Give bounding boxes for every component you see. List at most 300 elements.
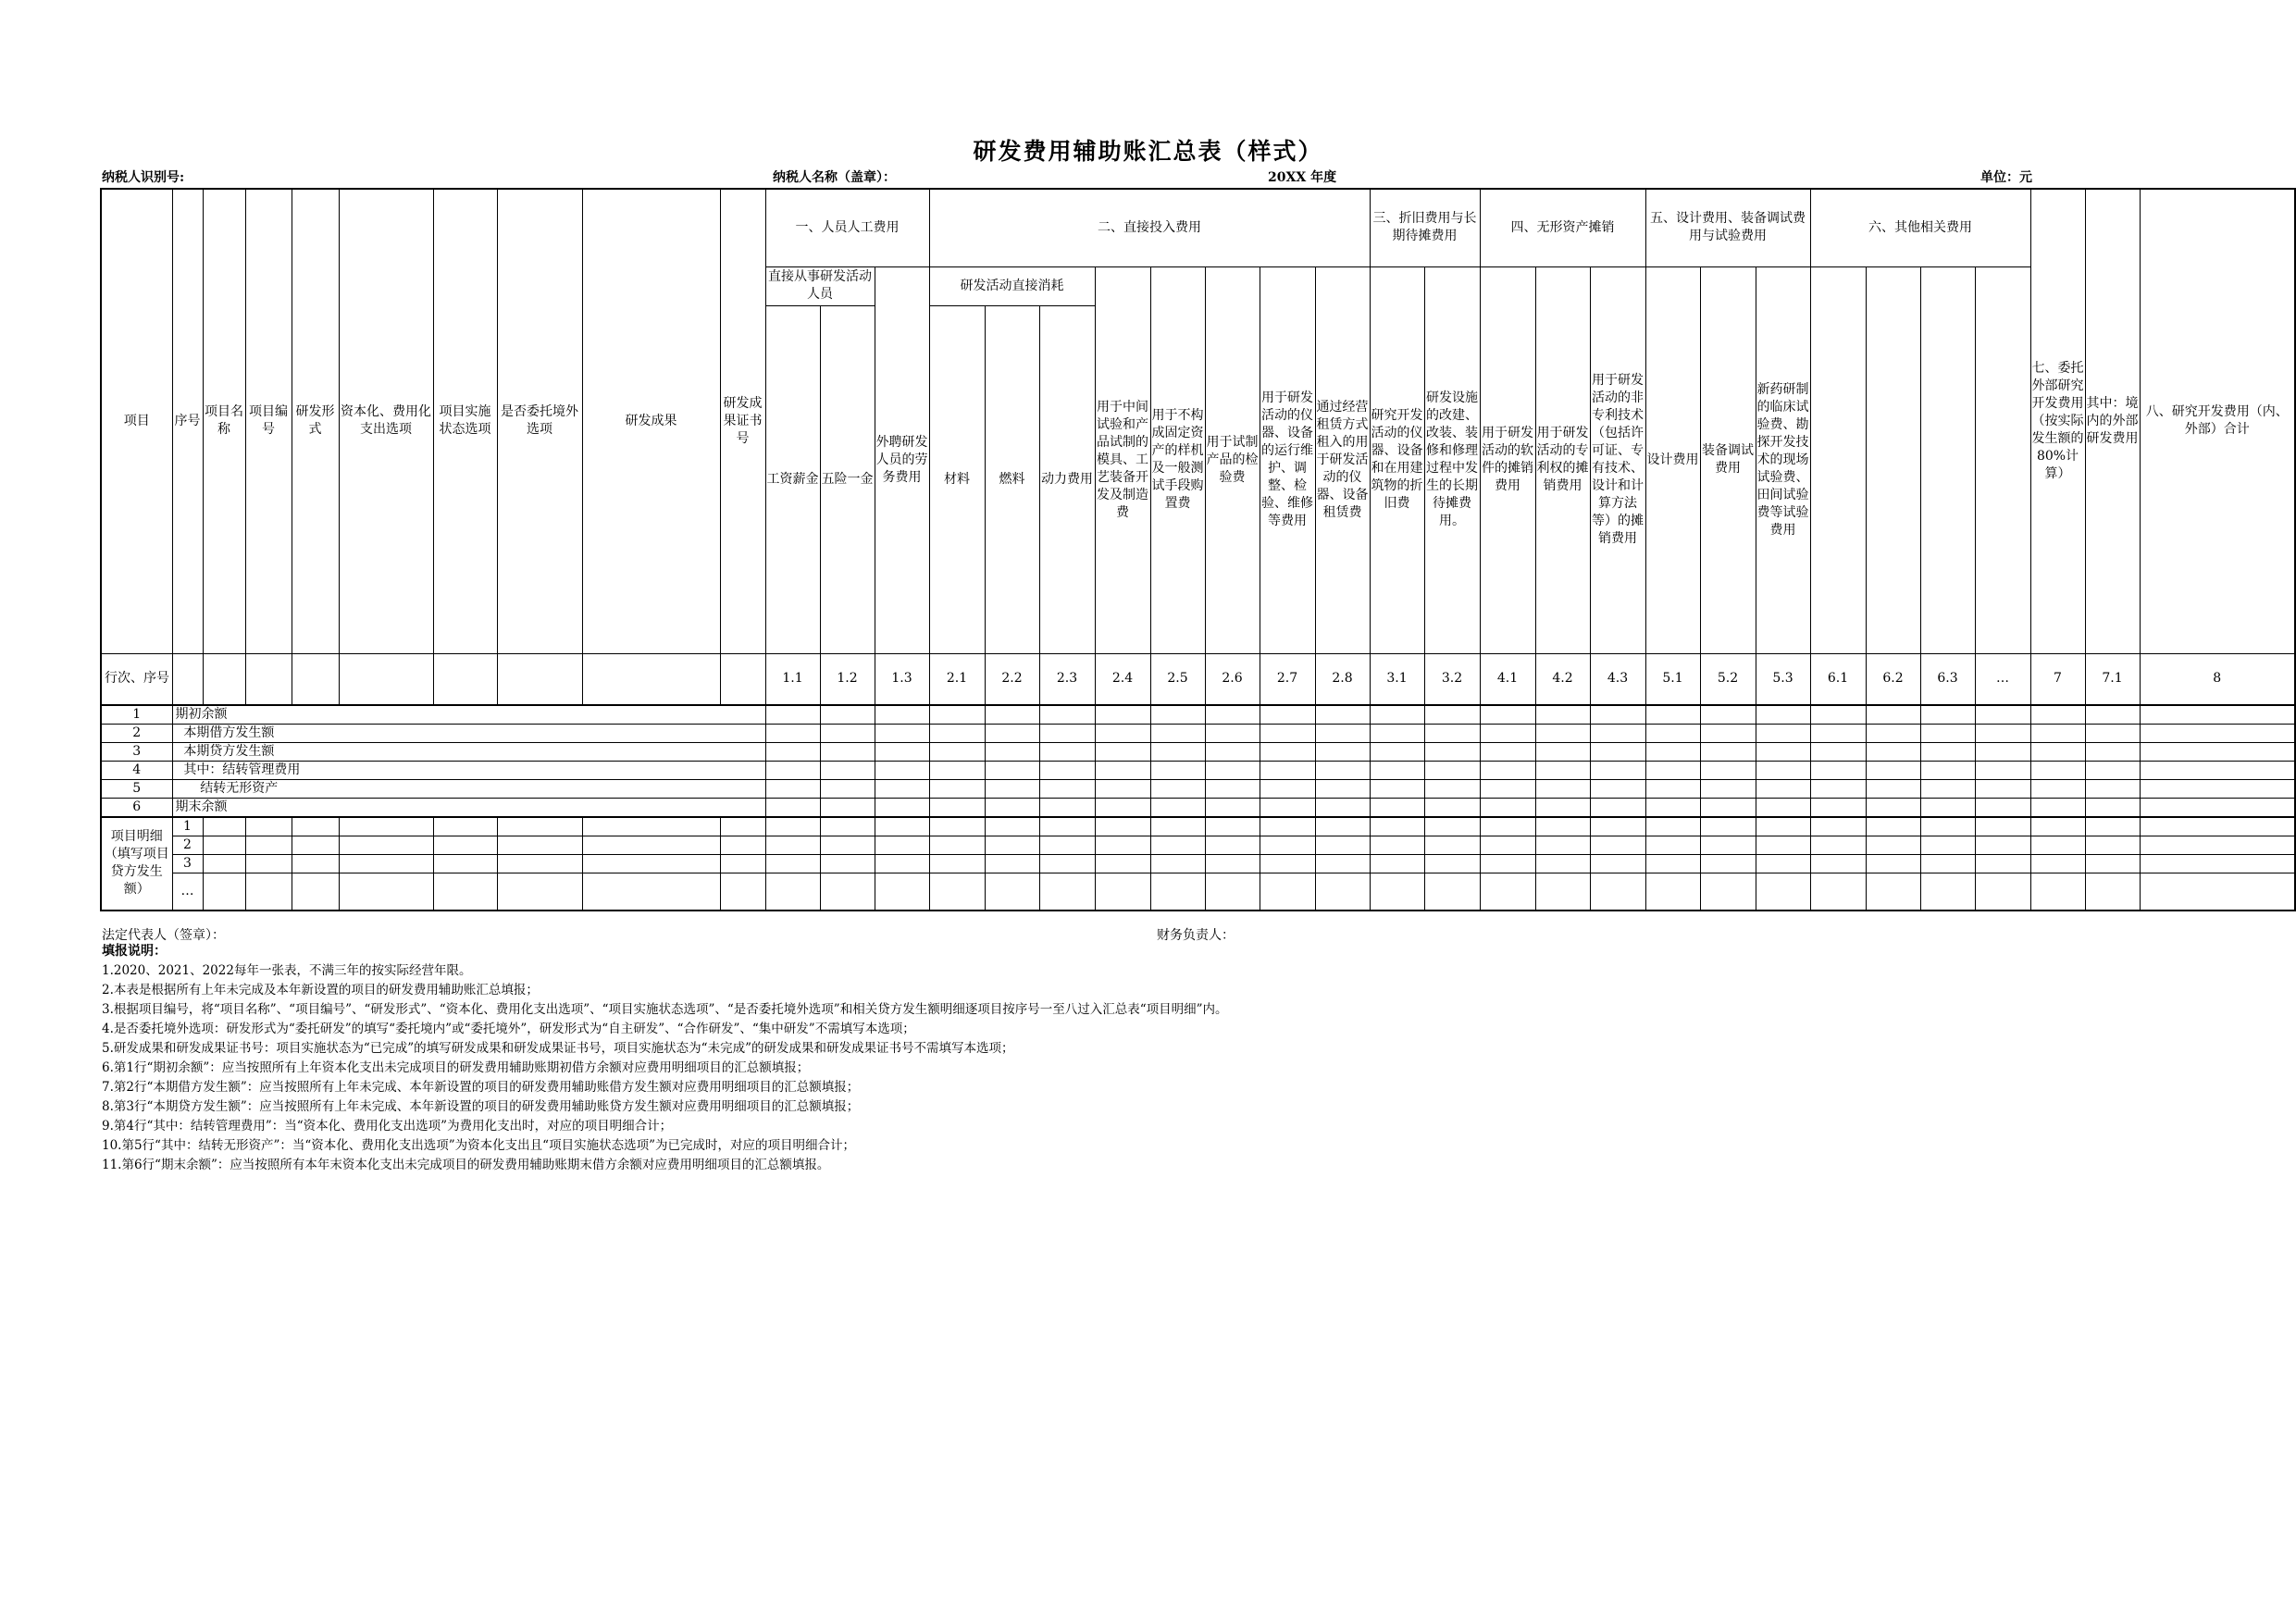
- amount-cell[interactable]: [1150, 817, 1205, 836]
- amount-cell[interactable]: [765, 873, 820, 911]
- amount-cell[interactable]: [1095, 743, 1150, 762]
- amount-cell[interactable]: [929, 817, 985, 836]
- amount-cell[interactable]: [1975, 855, 2030, 873]
- amount-cell[interactable]: [1150, 762, 1205, 780]
- amount-cell[interactable]: [1920, 705, 1975, 725]
- amount-cell[interactable]: [1700, 873, 1756, 911]
- amount-cell[interactable]: [1039, 836, 1095, 855]
- header-col-5-1: [1645, 266, 1700, 653]
- amount-cell[interactable]: [1260, 817, 1315, 836]
- amount-cell[interactable]: [1370, 780, 1424, 799]
- amount-cell[interactable]: [1756, 873, 1810, 911]
- amount-cell[interactable]: [1039, 762, 1095, 780]
- amount-cell[interactable]: [2140, 836, 2295, 855]
- amount-cell[interactable]: [929, 836, 985, 855]
- amount-cell[interactable]: [1535, 743, 1590, 762]
- amount-cell[interactable]: [1590, 873, 1645, 911]
- amount-cell[interactable]: [2085, 873, 2140, 911]
- amount-cell[interactable]: [1810, 780, 1866, 799]
- amount-cell[interactable]: [1866, 705, 1920, 725]
- amount-cell[interactable]: [1039, 780, 1095, 799]
- amount-cell[interactable]: [1535, 762, 1590, 780]
- amount-cell[interactable]: [2085, 762, 2140, 780]
- amount-cell[interactable]: [1480, 762, 1535, 780]
- amount-cell[interactable]: [1975, 743, 2030, 762]
- amount-cell[interactable]: [2030, 855, 2085, 873]
- amount-cell[interactable]: [1095, 817, 1150, 836]
- amount-cell[interactable]: [1260, 725, 1315, 743]
- amount-cell[interactable]: [1645, 817, 1700, 836]
- amount-cell[interactable]: [2030, 817, 2085, 836]
- amount-cell[interactable]: [1480, 873, 1535, 911]
- amount-cell[interactable]: [1150, 799, 1205, 818]
- amount-cell[interactable]: [875, 762, 929, 780]
- detail-info-cell[interactable]: [292, 855, 339, 873]
- amount-cell[interactable]: [2140, 873, 2295, 911]
- amount-cell[interactable]: [1920, 743, 1975, 762]
- amount-cell[interactable]: [1756, 725, 1810, 743]
- amount-cell[interactable]: [1700, 817, 1756, 836]
- amount-cell[interactable]: [2140, 743, 2295, 762]
- amount-cell[interactable]: [2140, 762, 2295, 780]
- amount-cell[interactable]: [1260, 873, 1315, 911]
- amount-cell[interactable]: [2030, 836, 2085, 855]
- amount-cell[interactable]: [2085, 705, 2140, 725]
- amount-cell[interactable]: [1756, 836, 1810, 855]
- amount-cell[interactable]: [1205, 780, 1260, 799]
- detail-info-cell[interactable]: [582, 817, 720, 836]
- detail-info-cell[interactable]: [433, 855, 497, 873]
- amount-cell[interactable]: [820, 836, 875, 855]
- detail-info-cell[interactable]: [339, 873, 433, 911]
- amount-cell[interactable]: [765, 817, 820, 836]
- code-blank-cell: [203, 653, 245, 705]
- amount-cell[interactable]: [1590, 743, 1645, 762]
- amount-cell[interactable]: [820, 780, 875, 799]
- amount-cell[interactable]: [1645, 705, 1700, 725]
- amount-cell[interactable]: [1700, 705, 1756, 725]
- amount-cell[interactable]: [1975, 817, 2030, 836]
- amount-cell[interactable]: [1700, 799, 1756, 818]
- amount-cell[interactable]: [820, 817, 875, 836]
- detail-info-cell[interactable]: [720, 836, 765, 855]
- amount-cell[interactable]: [1150, 780, 1205, 799]
- amount-cell[interactable]: [1645, 725, 1700, 743]
- amount-cell[interactable]: [1756, 705, 1810, 725]
- amount-cell[interactable]: [2085, 817, 2140, 836]
- amount-cell[interactable]: [1590, 725, 1645, 743]
- amount-cell[interactable]: [875, 817, 929, 836]
- amount-cell[interactable]: [1424, 705, 1480, 725]
- amount-cell[interactable]: [1756, 817, 1810, 836]
- amount-cell[interactable]: [1039, 743, 1095, 762]
- amount-cell[interactable]: [1260, 799, 1315, 818]
- detail-info-cell[interactable]: [497, 855, 582, 873]
- amount-cell[interactable]: [1866, 780, 1920, 799]
- amount-cell[interactable]: [1480, 725, 1535, 743]
- amount-cell[interactable]: [1480, 855, 1535, 873]
- amount-cell[interactable]: [1810, 705, 1866, 725]
- amount-cell[interactable]: [1315, 873, 1370, 911]
- amount-cell[interactable]: [1095, 855, 1150, 873]
- amount-cell[interactable]: [1590, 780, 1645, 799]
- amount-cell[interactable]: [765, 855, 820, 873]
- amount-cell[interactable]: [1975, 836, 2030, 855]
- summary-row: [101, 743, 2295, 762]
- amount-cell[interactable]: [820, 743, 875, 762]
- amount-cell[interactable]: [1975, 725, 2030, 743]
- amount-cell[interactable]: [1205, 705, 1260, 725]
- amount-cell[interactable]: [2085, 743, 2140, 762]
- amount-cell[interactable]: [1810, 743, 1866, 762]
- amount-cell[interactable]: [1810, 836, 1866, 855]
- amount-cell[interactable]: [929, 743, 985, 762]
- amount-cell[interactable]: [1480, 836, 1535, 855]
- amount-cell[interactable]: [1645, 855, 1700, 873]
- amount-cell[interactable]: [765, 725, 820, 743]
- amount-cell[interactable]: [1260, 855, 1315, 873]
- amount-cell[interactable]: [1535, 873, 1590, 911]
- amount-cell[interactable]: [2140, 725, 2295, 743]
- amount-cell[interactable]: [929, 780, 985, 799]
- amount-cell[interactable]: [1535, 836, 1590, 855]
- amount-cell[interactable]: [1866, 873, 1920, 911]
- amount-cell[interactable]: [1866, 855, 1920, 873]
- amount-cell[interactable]: [2030, 743, 2085, 762]
- column-code-text: 5.2: [1717, 671, 1739, 687]
- amount-cell[interactable]: [1315, 855, 1370, 873]
- amount-cell[interactable]: [1920, 836, 1975, 855]
- detail-info-cell[interactable]: [582, 836, 720, 855]
- amount-cell[interactable]: [929, 705, 985, 725]
- amount-cell[interactable]: [820, 873, 875, 911]
- amount-cell[interactable]: [1920, 780, 1975, 799]
- amount-cell[interactable]: [1315, 725, 1370, 743]
- row-number-text: 4: [132, 762, 142, 777]
- amount-cell[interactable]: [1645, 836, 1700, 855]
- detail-info-cell[interactable]: [203, 817, 245, 836]
- amount-cell[interactable]: [1039, 873, 1095, 911]
- amount-cell[interactable]: [1260, 836, 1315, 855]
- amount-cell[interactable]: [1920, 762, 1975, 780]
- amount-cell[interactable]: [1424, 817, 1480, 836]
- amount-cell[interactable]: [1424, 762, 1480, 780]
- amount-cell[interactable]: [1866, 836, 1920, 855]
- amount-cell[interactable]: [1645, 799, 1700, 818]
- amount-cell[interactable]: [985, 725, 1039, 743]
- amount-cell[interactable]: [1370, 855, 1424, 873]
- detail-info-cell[interactable]: [292, 873, 339, 911]
- amount-cell[interactable]: [1315, 780, 1370, 799]
- amount-cell[interactable]: [1370, 873, 1424, 911]
- amount-cell[interactable]: [765, 799, 820, 818]
- amount-cell[interactable]: [1315, 705, 1370, 725]
- detail-info-cell[interactable]: [582, 855, 720, 873]
- detail-info-cell[interactable]: [203, 836, 245, 855]
- amount-cell[interactable]: [1756, 762, 1810, 780]
- amount-cell[interactable]: [929, 725, 985, 743]
- amount-cell[interactable]: [1205, 817, 1260, 836]
- detail-info-cell[interactable]: [245, 836, 292, 855]
- amount-cell[interactable]: [2030, 799, 2085, 818]
- amount-cell[interactable]: [1370, 725, 1424, 743]
- column-code: [1810, 653, 1866, 705]
- amount-cell[interactable]: [985, 799, 1039, 818]
- amount-cell[interactable]: [985, 743, 1039, 762]
- amount-cell[interactable]: [1590, 799, 1645, 818]
- amount-cell[interactable]: [985, 855, 1039, 873]
- amount-cell[interactable]: [875, 799, 929, 818]
- amount-cell[interactable]: [1866, 743, 1920, 762]
- detail-info-cell[interactable]: [203, 873, 245, 911]
- amount-cell[interactable]: [1424, 873, 1480, 911]
- amount-cell[interactable]: [2030, 780, 2085, 799]
- amount-cell[interactable]: [1315, 743, 1370, 762]
- amount-cell[interactable]: [2085, 725, 2140, 743]
- amount-cell[interactable]: [1590, 836, 1645, 855]
- amount-cell[interactable]: [1205, 799, 1260, 818]
- detail-info-cell[interactable]: [339, 817, 433, 836]
- detail-info-cell[interactable]: [720, 873, 765, 911]
- amount-cell[interactable]: [1095, 762, 1150, 780]
- detail-info-cell[interactable]: [245, 817, 292, 836]
- detail-info-cell[interactable]: [292, 836, 339, 855]
- amount-cell[interactable]: [1095, 873, 1150, 911]
- amount-cell[interactable]: [875, 705, 929, 725]
- amount-cell[interactable]: [1975, 762, 2030, 780]
- group-direct-input: [929, 189, 1370, 266]
- amount-cell[interactable]: [1480, 799, 1535, 818]
- detail-info-cell[interactable]: [582, 873, 720, 911]
- amount-cell[interactable]: [1645, 780, 1700, 799]
- detail-info-cell[interactable]: [203, 855, 245, 873]
- detail-info-cell[interactable]: [497, 817, 582, 836]
- amount-cell[interactable]: [875, 780, 929, 799]
- amount-cell[interactable]: [1150, 836, 1205, 855]
- amount-cell[interactable]: [820, 705, 875, 725]
- amount-cell[interactable]: [1424, 725, 1480, 743]
- detail-info-cell[interactable]: [245, 873, 292, 911]
- amount-cell[interactable]: [1150, 855, 1205, 873]
- amount-cell[interactable]: [875, 855, 929, 873]
- amount-cell[interactable]: [1756, 799, 1810, 818]
- amount-cell[interactable]: [1535, 780, 1590, 799]
- amount-cell[interactable]: [875, 725, 929, 743]
- amount-cell[interactable]: [1920, 817, 1975, 836]
- amount-cell[interactable]: [765, 762, 820, 780]
- amount-cell[interactable]: [929, 873, 985, 911]
- amount-cell[interactable]: [985, 762, 1039, 780]
- amount-cell[interactable]: [1810, 762, 1866, 780]
- amount-cell[interactable]: [1480, 780, 1535, 799]
- amount-cell[interactable]: [765, 705, 820, 725]
- amount-cell[interactable]: [1370, 762, 1424, 780]
- amount-cell[interactable]: [1260, 705, 1315, 725]
- amount-cell[interactable]: [2085, 799, 2140, 818]
- detail-info-cell[interactable]: [433, 873, 497, 911]
- amount-cell[interactable]: [1866, 762, 1920, 780]
- amount-cell[interactable]: [1866, 725, 1920, 743]
- amount-cell[interactable]: [1920, 725, 1975, 743]
- amount-cell[interactable]: [875, 836, 929, 855]
- amount-cell[interactable]: [1700, 836, 1756, 855]
- amount-cell[interactable]: [1370, 705, 1424, 725]
- amount-cell[interactable]: [1975, 873, 2030, 911]
- amount-cell[interactable]: [1756, 743, 1810, 762]
- amount-cell[interactable]: [1480, 743, 1535, 762]
- amount-cell[interactable]: [1205, 836, 1260, 855]
- amount-cell[interactable]: [1480, 705, 1535, 725]
- amount-cell[interactable]: [1975, 705, 2030, 725]
- amount-cell[interactable]: [1866, 799, 1920, 818]
- amount-cell[interactable]: [1866, 817, 1920, 836]
- detail-seq: [172, 836, 203, 855]
- amount-cell[interactable]: [1645, 762, 1700, 780]
- amount-cell[interactable]: [1150, 743, 1205, 762]
- amount-cell[interactable]: [1756, 855, 1810, 873]
- amount-cell[interactable]: [1315, 762, 1370, 780]
- amount-cell[interactable]: [1370, 817, 1424, 836]
- amount-cell[interactable]: [929, 855, 985, 873]
- amount-cell[interactable]: [1315, 817, 1370, 836]
- amount-cell[interactable]: [1535, 855, 1590, 873]
- amount-cell[interactable]: [1590, 762, 1645, 780]
- detail-info-cell[interactable]: [292, 817, 339, 836]
- amount-cell[interactable]: [929, 762, 985, 780]
- amount-cell[interactable]: [1700, 743, 1756, 762]
- amount-cell[interactable]: [929, 799, 985, 818]
- amount-cell[interactable]: [1920, 873, 1975, 911]
- amount-cell[interactable]: [2085, 780, 2140, 799]
- amount-cell[interactable]: [1150, 873, 1205, 911]
- amount-cell[interactable]: [765, 743, 820, 762]
- amount-cell[interactable]: [1370, 799, 1424, 818]
- amount-cell[interactable]: [985, 705, 1039, 725]
- amount-cell[interactable]: [2140, 817, 2295, 836]
- amount-cell[interactable]: [1810, 873, 1866, 911]
- amount-cell[interactable]: [1810, 855, 1866, 873]
- amount-cell[interactable]: [820, 725, 875, 743]
- amount-cell[interactable]: [1535, 817, 1590, 836]
- amount-cell[interactable]: [1205, 762, 1260, 780]
- amount-cell[interactable]: [1424, 855, 1480, 873]
- amount-cell[interactable]: [1810, 725, 1866, 743]
- amount-cell[interactable]: [1095, 780, 1150, 799]
- amount-cell[interactable]: [2140, 855, 2295, 873]
- amount-cell[interactable]: [1260, 743, 1315, 762]
- detail-info-cell[interactable]: [720, 855, 765, 873]
- amount-cell[interactable]: [1205, 873, 1260, 911]
- amount-cell[interactable]: [1150, 725, 1205, 743]
- amount-cell[interactable]: [1424, 780, 1480, 799]
- amount-cell[interactable]: [1590, 705, 1645, 725]
- amount-cell[interactable]: [1039, 799, 1095, 818]
- amount-cell[interactable]: [1095, 836, 1150, 855]
- amount-cell[interactable]: [820, 855, 875, 873]
- amount-cell[interactable]: [1975, 799, 2030, 818]
- amount-cell[interactable]: [2085, 855, 2140, 873]
- amount-cell[interactable]: [1370, 836, 1424, 855]
- amount-cell[interactable]: [2030, 873, 2085, 911]
- detail-info-cell[interactable]: [339, 836, 433, 855]
- amount-cell[interactable]: [1260, 780, 1315, 799]
- amount-cell[interactable]: [1480, 817, 1535, 836]
- amount-cell[interactable]: [1205, 743, 1260, 762]
- detail-info-cell[interactable]: [245, 855, 292, 873]
- amount-cell[interactable]: [1920, 799, 1975, 818]
- amount-cell[interactable]: [2140, 799, 2295, 818]
- amount-cell[interactable]: [1700, 855, 1756, 873]
- amount-cell[interactable]: [1920, 855, 1975, 873]
- amount-cell[interactable]: [1424, 799, 1480, 818]
- amount-cell[interactable]: [875, 743, 929, 762]
- amount-cell[interactable]: [2030, 725, 2085, 743]
- amount-cell[interactable]: [1039, 817, 1095, 836]
- amount-cell[interactable]: [1315, 836, 1370, 855]
- amount-cell[interactable]: [985, 873, 1039, 911]
- amount-cell[interactable]: [1700, 780, 1756, 799]
- amount-cell[interactable]: [985, 817, 1039, 836]
- amount-cell[interactable]: [1810, 817, 1866, 836]
- amount-cell[interactable]: [1039, 855, 1095, 873]
- amount-cell[interactable]: [1095, 725, 1150, 743]
- amount-cell[interactable]: [1095, 705, 1150, 725]
- amount-cell[interactable]: [1975, 780, 2030, 799]
- amount-cell[interactable]: [1535, 705, 1590, 725]
- amount-cell[interactable]: [2030, 762, 2085, 780]
- amount-cell[interactable]: [1205, 855, 1260, 873]
- amount-cell[interactable]: [1150, 705, 1205, 725]
- amount-cell[interactable]: [2140, 780, 2295, 799]
- amount-cell[interactable]: [1645, 873, 1700, 911]
- amount-cell[interactable]: [820, 799, 875, 818]
- amount-cell[interactable]: [1370, 743, 1424, 762]
- amount-cell[interactable]: [985, 780, 1039, 799]
- detail-info-cell[interactable]: [339, 855, 433, 873]
- amount-cell[interactable]: [2085, 836, 2140, 855]
- amount-cell[interactable]: [1700, 725, 1756, 743]
- detail-info-cell[interactable]: [720, 817, 765, 836]
- amount-cell[interactable]: [1700, 762, 1756, 780]
- amount-cell[interactable]: [1645, 743, 1700, 762]
- detail-info-cell[interactable]: [433, 817, 497, 836]
- amount-cell[interactable]: [1039, 705, 1095, 725]
- detail-info-cell[interactable]: [497, 836, 582, 855]
- amount-cell[interactable]: [1590, 817, 1645, 836]
- amount-cell[interactable]: [1535, 799, 1590, 818]
- amount-cell[interactable]: [1315, 799, 1370, 818]
- amount-cell[interactable]: [1205, 725, 1260, 743]
- amount-cell[interactable]: [1590, 855, 1645, 873]
- amount-cell[interactable]: [1810, 799, 1866, 818]
- amount-cell[interactable]: [1260, 762, 1315, 780]
- amount-cell[interactable]: [1424, 743, 1480, 762]
- amount-cell[interactable]: [2030, 705, 2085, 725]
- amount-cell[interactable]: [765, 780, 820, 799]
- amount-cell[interactable]: [1424, 836, 1480, 855]
- amount-cell[interactable]: [985, 836, 1039, 855]
- amount-cell[interactable]: [2140, 705, 2295, 725]
- detail-info-cell[interactable]: [497, 873, 582, 911]
- amount-cell[interactable]: [820, 762, 875, 780]
- detail-info-cell[interactable]: [433, 836, 497, 855]
- amount-cell[interactable]: [1095, 799, 1150, 818]
- amount-cell[interactable]: [765, 836, 820, 855]
- amount-cell[interactable]: [875, 873, 929, 911]
- amount-cell[interactable]: [1756, 780, 1810, 799]
- amount-cell[interactable]: [1039, 725, 1095, 743]
- amount-cell[interactable]: [1535, 725, 1590, 743]
